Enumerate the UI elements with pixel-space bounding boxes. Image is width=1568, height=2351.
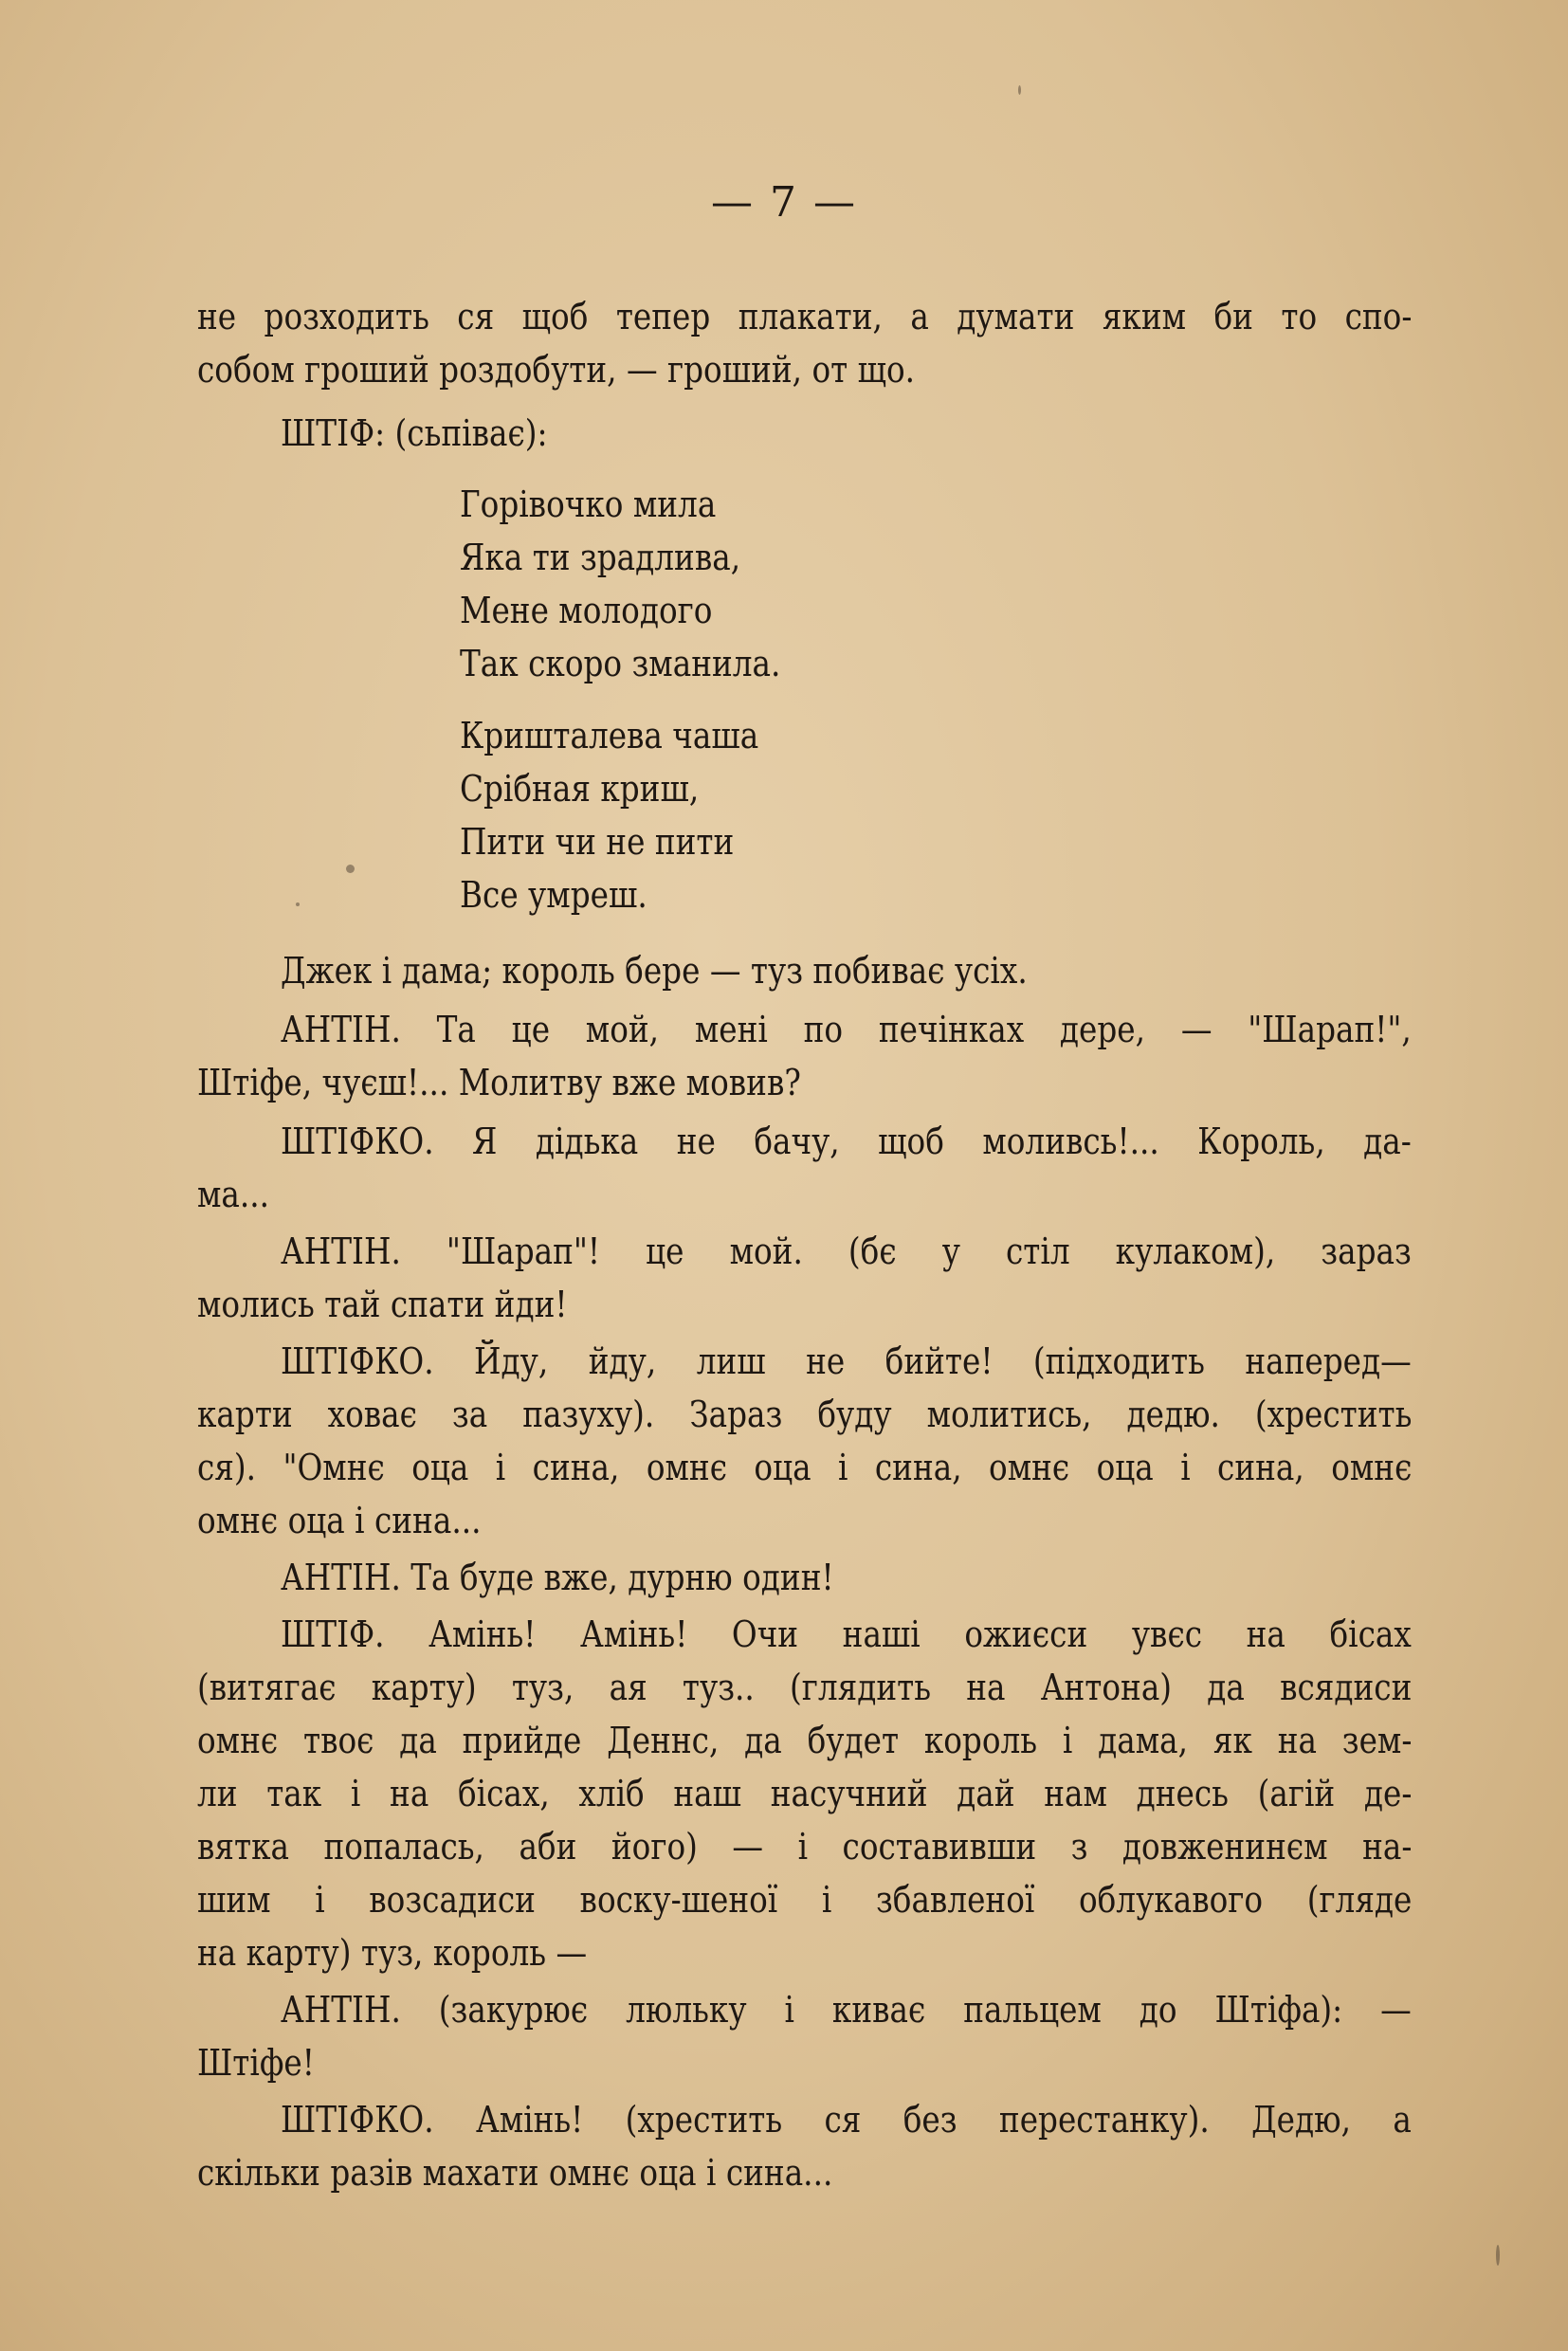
text-line: ся). "Омнє оца і сина, омнє оца і сина, омнє оца і сина, омнє: [197, 1447, 1413, 1488]
verse-line: Так скоро зманила.: [460, 643, 781, 684]
text-line: (витягає карту) туз, ая туз.. (глядить на Антона) да всядиси: [197, 1667, 1413, 1708]
speaker-line: ШТІФ: (сьпіває):: [281, 412, 548, 454]
text-line: скільки разів махати омнє оца і сина...: [197, 2152, 833, 2194]
text-line: карти ховає за пазуху). Зараз буду молитись, дедю. (хрестить: [197, 1394, 1413, 1435]
text-line: собом гроший роздобути, — гроший, от що.: [197, 349, 916, 391]
text-line: Штіфе, чуєш!... Молитву вже мовив?: [197, 1062, 801, 1103]
ink-spot: [346, 865, 355, 873]
text-line: Штіфе!: [197, 2042, 315, 2084]
text-line: молись тай спати йди!: [197, 1284, 568, 1325]
verse-line: Горівочко мила: [460, 483, 717, 525]
ink-spot: [296, 902, 300, 906]
ink-spot: [1496, 2245, 1500, 2266]
text-line: АНТІН. Та буде вже, дурню один!: [281, 1557, 834, 1598]
ink-spot: [1018, 85, 1021, 95]
text-line: ШТІФКО. Я дідька не бачу, щоб моливсь!... Король, да-: [281, 1121, 1412, 1162]
text-line: Джек і дама; король бере — туз побиває усіх.: [281, 950, 1028, 992]
text-line: АНТІН. Та це мой, мені по печінках дере, — "Шарап!",: [281, 1009, 1412, 1050]
text-line: ШТІФ. Амінь! Амінь! Очи наші ожиєси увєс на бісах: [281, 1613, 1412, 1655]
verse-line: Мене молодого: [460, 590, 713, 631]
text-line: шим і возсадиси воску-шеної і збавленої облукавого (гляде: [197, 1879, 1413, 1921]
text-line: ШТІФКО. Амінь! (хрестить ся без перестанку). Дедю, а: [281, 2099, 1412, 2141]
text-line: не розходить ся щоб тепер плакати, а думати яким би то спо-: [197, 296, 1413, 337]
page-number: — 7 —: [711, 178, 857, 227]
text-line: ма...: [197, 1174, 270, 1215]
text-line: АНТІН. (закурює люльку і киває пальцем до Штіфа): —: [281, 1989, 1412, 2031]
text-line: омнє оца і сина...: [197, 1500, 482, 1541]
verse-line: Срібная криш,: [460, 768, 700, 810]
verse-line: Все умреш.: [460, 874, 647, 916]
text-line: ли так і на бісах, хліб наш насучний дай нам днесь (агій де-: [197, 1773, 1413, 1814]
verse-line: Пити чи не пити: [460, 821, 735, 863]
text-line: вятка попалась, аби його) — і составивши з довженинєм на-: [197, 1826, 1413, 1868]
verse-line: Кришталева чаша: [460, 715, 759, 756]
text-line: АНТІН. "Шарап"! це мой. (бє у стіл кулаком), зараз: [281, 1230, 1412, 1272]
verse-line: Яка ти зрадлива,: [460, 537, 741, 578]
text-line: омнє твоє да прийде Деннс, да будет король і дама, як на зем-: [197, 1720, 1413, 1761]
text-line: на карту) туз, король —: [197, 1932, 588, 1974]
text-line: ШТІФКО. Йду, йду, лиш не бийте! (підходить наперед—: [281, 1340, 1412, 1382]
